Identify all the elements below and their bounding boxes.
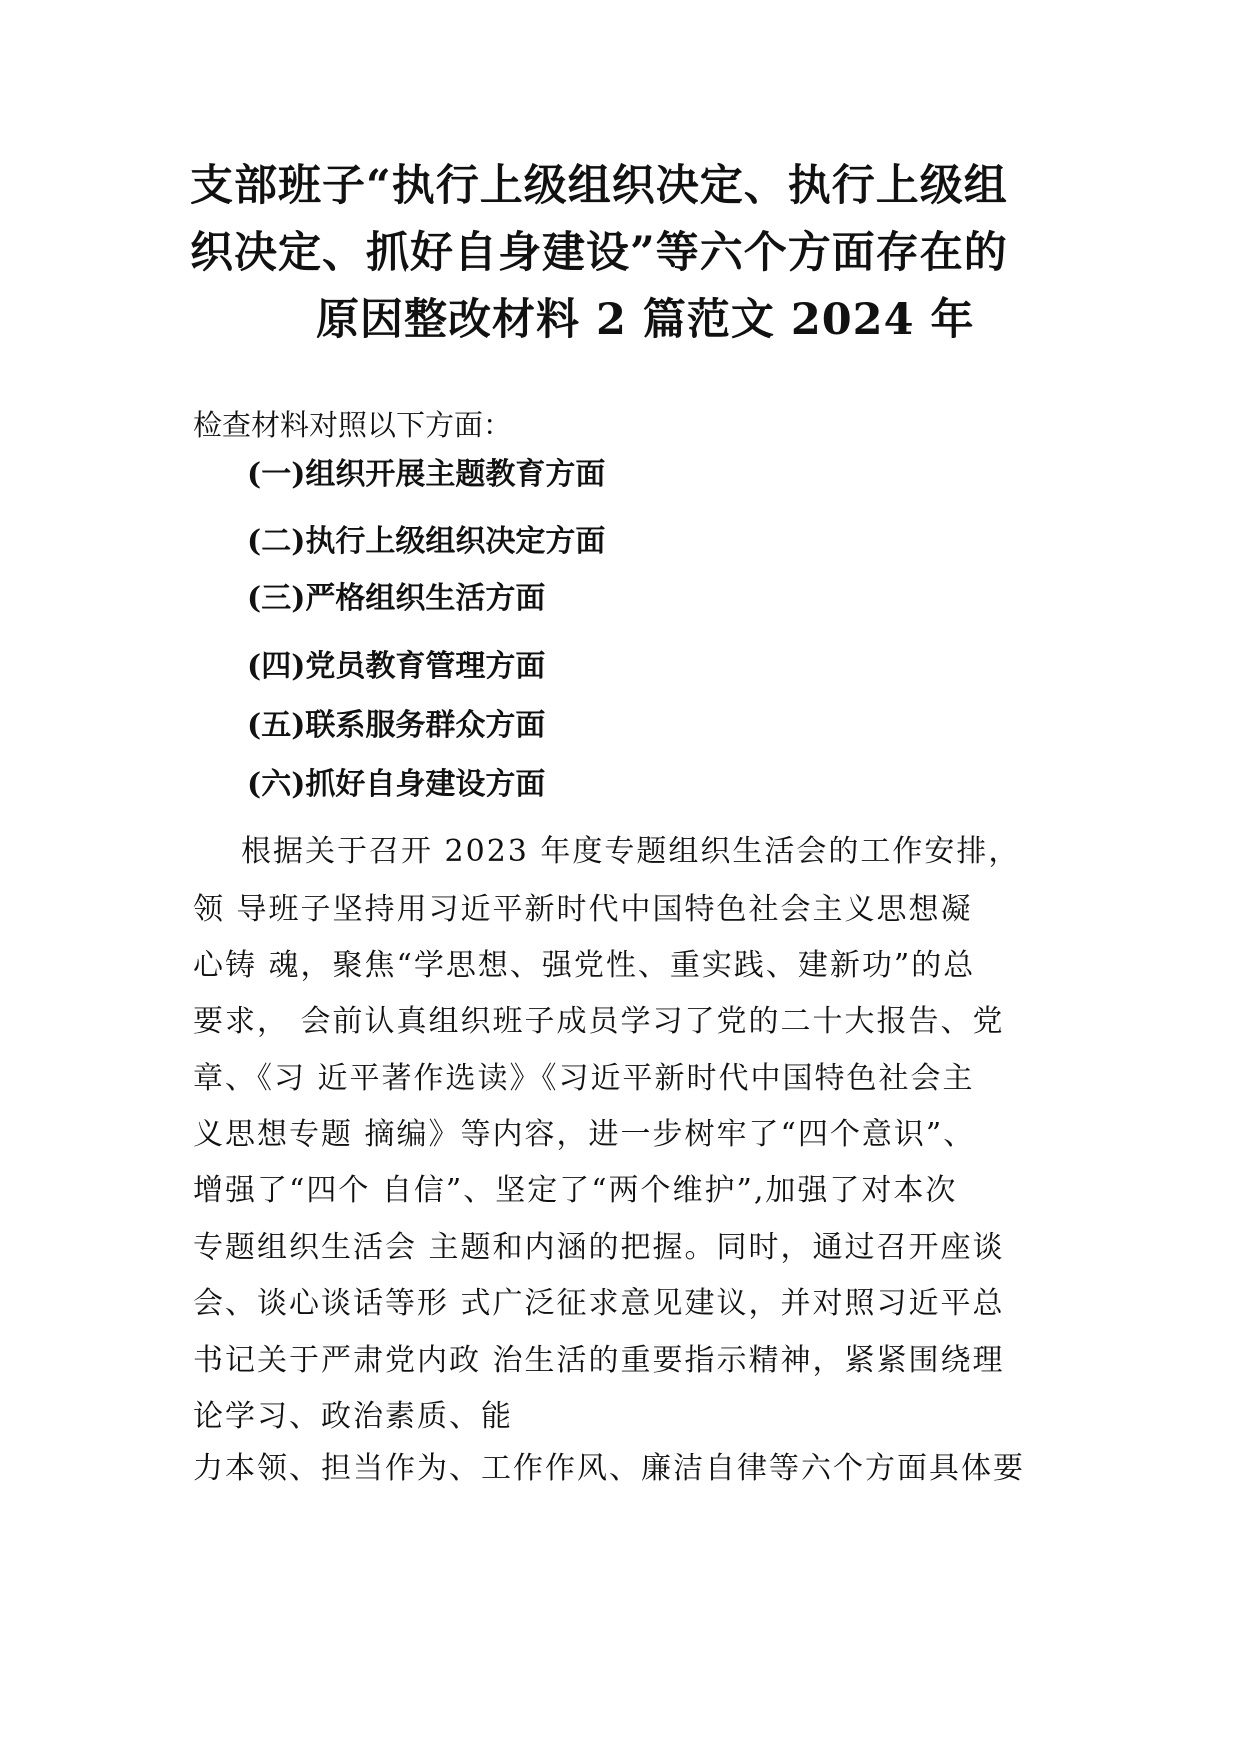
body-line: 根据关于召开 2023 年度专题组织生活会的工作安排， — [241, 834, 1021, 869]
body-line: 专题组织生活会 主题和内涵的把握。同时，通过召开座谈 — [193, 1230, 1005, 1265]
body-line: 心铸 魂，聚焦“学思想、强党性、重实践、建新功”的总 — [193, 948, 976, 983]
intro-text: 检查材料对照以下方面： — [193, 408, 513, 442]
list-item: (四)党员教育管理方面 — [247, 649, 546, 684]
body-line: 要求， 会前认真组织班子成员学习了党的二十大报告、党 — [193, 1004, 1005, 1039]
body-line: 书记关于严肃党内政 治生活的重要指示精神，紧紧围绕理 — [193, 1343, 1005, 1378]
list-item: (二)执行上级组织决定方面 — [247, 524, 606, 559]
body-line: 义思想专题 摘编》等内容，进一步树牢了“四个意识”、 — [193, 1117, 976, 1152]
list-item: (一)组织开展主题教育方面 — [247, 457, 606, 492]
list-item: (五)联系服务群众方面 — [247, 708, 546, 743]
body-line: 章、《习 近平著作选读》《习近平新时代中国特色社会主 — [193, 1061, 975, 1096]
body-line: 力本领、担当作为、工作作风、廉洁自律等六个方面具体要 — [193, 1451, 1025, 1486]
body-line: 论学习、政治素质、能 — [193, 1399, 513, 1434]
body-line: 会、谈心谈话等形 式广泛征求意见建议，并对照习近平总 — [193, 1286, 1005, 1321]
body-line: 增强了“四个 自信”、坚定了“两个维护”,加强了对本次 — [193, 1173, 958, 1208]
document-title-line-2: 织决定、抓好自身建设”等六个方面存在的 — [190, 228, 1008, 278]
document-title-line-3: 原因整改材料 2 篇范文 2024 年 — [316, 295, 975, 345]
document-title-line-1: 支部班子“执行上级组织决定、执行上级组 — [190, 161, 1008, 211]
body-line: 领 导班子坚持用习近平新时代中国特色社会主义思想凝 — [193, 892, 973, 927]
list-item: (六)抓好自身建设方面 — [247, 767, 546, 802]
list-item: (三)严格组织生活方面 — [247, 581, 546, 616]
